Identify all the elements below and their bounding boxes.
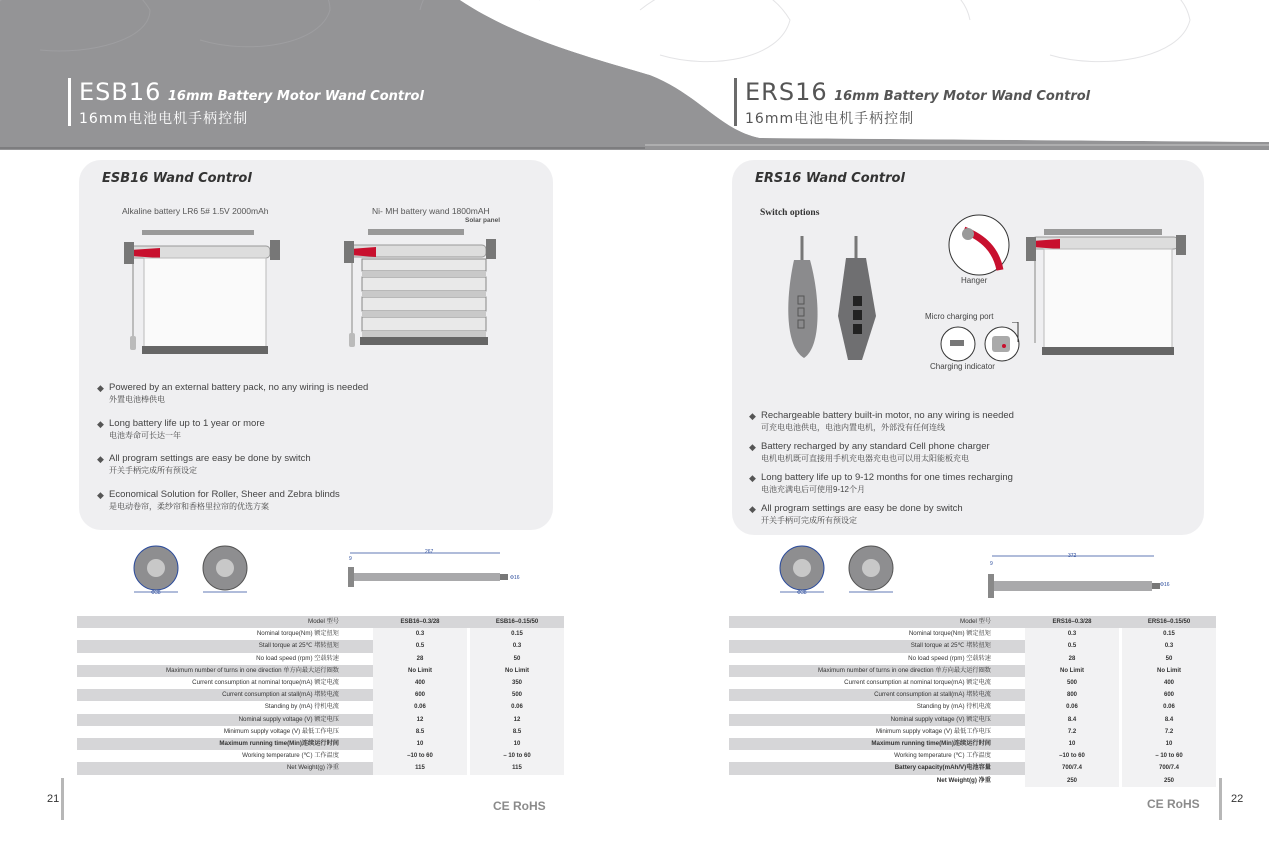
table-row: [729, 628, 1216, 640]
table-cell: 600: [1122, 689, 1216, 701]
table-cell: – 10 to 60: [1122, 750, 1216, 762]
right-bullet-en: Battery recharged by any standard Cell phone charger: [761, 441, 990, 452]
table-cell: 400: [1122, 677, 1216, 689]
table-cell: Maximum number of turns in one direction 单方向最大运行圈数: [729, 665, 1025, 677]
right-page-number: 22: [1231, 793, 1244, 805]
table-cell: 7.2: [1025, 726, 1119, 738]
right-tube-diameter: Φ16: [1160, 582, 1170, 588]
right-model-title: ERS16: [745, 78, 828, 106]
table-cell: Model 型号: [729, 616, 1025, 628]
table-cell: 0.3: [1025, 628, 1119, 640]
table-cell: 8.4: [1122, 714, 1216, 726]
table-cell: –10 to 60: [1025, 750, 1119, 762]
table-cell: 115: [470, 762, 564, 774]
table-cell: – 10 to 60: [470, 750, 564, 762]
table-cell: No Limit: [373, 665, 467, 677]
table-cell: Net Weight(g) 净重: [77, 762, 373, 774]
right-bullet: ◆ All program settings are easy be done by switch 开关手柄可完成所有预设定: [749, 503, 963, 525]
table-cell: No Limit: [1122, 665, 1216, 677]
left-motor-face-drawings: [128, 540, 258, 600]
table-cell: 8.4: [1025, 714, 1119, 726]
table-cell: 28: [1025, 653, 1119, 665]
switch-options-label: Switch options: [760, 208, 820, 218]
right-bullet-en: Rechargeable battery built-in motor, no any wiring is needed: [761, 410, 1014, 421]
table-cell: Minimum supply voltage (V) 最低工作电压: [223, 727, 339, 735]
table-cell: No load speed (rpm) 空载转速: [908, 654, 991, 662]
table-cell: 12: [470, 714, 564, 726]
left-bullet: ◆ All program settings are easy be done by switch 开关手柄完成所有预设定: [97, 453, 311, 475]
solar-panel-caption: Solar panel: [465, 217, 501, 224]
table-cell: 500: [470, 689, 564, 701]
table-row: [77, 628, 564, 640]
switch-handles-illustration: [778, 236, 888, 364]
table-cell: 500: [1025, 677, 1119, 689]
left-panel-title: ESB16 Wand Control: [102, 171, 252, 186]
table-cell: 0.06: [470, 701, 564, 713]
table-cell: ERS16–0.3/28: [1025, 616, 1119, 628]
table-cell: 28: [373, 653, 467, 665]
table-cell: 800: [1025, 689, 1119, 701]
table-cell: Stall torque at 25℃ 堵转扭矩: [77, 640, 373, 652]
table-row: [729, 653, 1216, 665]
table-row: [729, 701, 1216, 713]
table-row: [729, 689, 1216, 701]
table-cell: Nominal supply voltage (V) 额定电压: [77, 714, 373, 726]
table-cell: Net Weight(g) 净重: [936, 776, 991, 784]
left-bullet-cn: 是电动卷帘，柔纱帘和香格里拉帘的优选方案: [109, 502, 269, 511]
left-model-subtitle: 16mm Battery Motor Wand Control: [167, 89, 424, 104]
left-bullet: ◆ Economical Solution for Roller, Sheer and Zebra blinds 是电动卷帘，柔纱帘和香格里拉帘的优选方案: [97, 489, 340, 511]
alkaline-caption: Alkaline battery LR6 5# 1.5V 2000mAh: [122, 206, 269, 216]
table-cell: Standing by (mA) 待机电流: [916, 703, 991, 711]
table-cell: 700/7.4: [1025, 762, 1119, 774]
right-bullet-cn: 可充电电池供电，电池内置电机，外部没有任何连线: [761, 423, 945, 432]
table-cell: 0.5: [373, 640, 467, 652]
table-cell: 115: [373, 762, 467, 774]
table-cell: 0.3: [470, 640, 564, 652]
right-length-dimension: 372: [1068, 553, 1077, 559]
right-bullet-en: All program settings are easy be done by switch: [761, 503, 963, 514]
table-row: [77, 762, 564, 774]
table-cell: No Limit: [1025, 665, 1119, 677]
zebra-blind-illustration: [340, 225, 500, 360]
right-bullet: ◆ Long battery life up to 9-12 months for one times recharging 电池充满电后可使用9-12个月: [749, 472, 1013, 494]
left-bullet-cn: 电池寿命可长达一年: [109, 431, 181, 440]
table-cell: Nominal supply voltage (V) 额定电压: [729, 714, 1025, 726]
table-cell: No Limit: [470, 665, 564, 677]
table-row: [77, 714, 564, 726]
left-bullet-cn: 外置电池棒供电: [109, 395, 165, 404]
left-page-divider: [61, 778, 64, 820]
left-bullet-cn: 开关手柄完成所有预设定: [109, 466, 197, 475]
table-cell: 12: [373, 714, 467, 726]
table-cell: ERS16–0.15/50: [1122, 616, 1216, 628]
table-cell: –10 to 60: [373, 750, 467, 762]
left-bullet-en: Economical Solution for Roller, Sheer and Zebra blinds: [109, 489, 340, 500]
table-cell: 7.2: [1122, 726, 1216, 738]
left-bullet-en: Powered by an external battery pack, no any wiring is needed: [109, 382, 369, 393]
left-model-title: ESB16: [79, 78, 162, 106]
right-page-divider: [1219, 778, 1222, 820]
left-motor-tube-drawing: [340, 545, 530, 595]
table-cell: Current consumption at nominal torque(mA) 额定电流: [192, 679, 339, 687]
right-bullet: ◆ Battery recharged by any standard Cell phone charger 电机电机既可直接用手机充电器充电也可以用太阳能板充电: [749, 441, 990, 463]
table-row: [77, 653, 564, 665]
micro-charging-port-label: Micro charging port: [925, 312, 994, 321]
table-cell: Working temperature (℃) 工作温度: [242, 752, 339, 760]
table-cell: 600: [373, 689, 467, 701]
table-cell: 50: [1122, 653, 1216, 665]
left-spec-table: [77, 616, 564, 775]
table-cell: ESB16–0.15/50: [470, 616, 564, 628]
table-row: [77, 665, 564, 677]
table-cell: 0.3: [1122, 640, 1216, 652]
table-row: [729, 738, 1216, 750]
right-model-subtitle-cn: 16mm电池电机手柄控制: [745, 111, 915, 127]
table-cell: 10: [1025, 738, 1119, 750]
table-row: [729, 665, 1216, 677]
table-row: [729, 726, 1216, 738]
table-row: [77, 726, 564, 738]
table-cell: Nominal torque(Nm) 额定扭矩: [256, 630, 339, 638]
table-cell: Working temperature (℃) 工作温度: [894, 752, 991, 760]
right-motor-tube-drawing: [982, 552, 1172, 602]
right-bullet: ◆ Rechargeable battery built-in motor, no any wiring is needed 可充电电池供电，电池内置电机，外部没有任何连线: [749, 410, 1014, 432]
table-row: [77, 738, 564, 750]
table-cell: Current consumption at stall(mA) 堵转电流: [729, 689, 1025, 701]
right-header: [734, 78, 1090, 126]
table-cell: 10: [1122, 738, 1216, 750]
table-row: [77, 689, 564, 701]
nimh-caption: Ni- MH battery wand 1800mAH: [372, 206, 490, 216]
left-certification-mark: CE RoHS: [493, 799, 546, 813]
table-cell: ESB16–0.3/28: [373, 616, 467, 628]
right-spec-table: [729, 616, 1216, 787]
hanger-illustration: [944, 210, 1014, 280]
table-row: [77, 640, 564, 652]
table-cell: 8.5: [373, 726, 467, 738]
left-tube-diameter: Φ16: [510, 575, 520, 581]
left-offset-dimension: 9: [349, 556, 352, 562]
table-cell: 0.06: [1025, 701, 1119, 713]
left-bullet: ◆ Powered by an external battery pack, no any wiring is needed 外置电池棒供电: [97, 382, 369, 404]
table-cell: Stall torque at 25℃ 堵转扭矩: [729, 640, 1025, 652]
table-cell: 10: [373, 738, 467, 750]
left-bullet-en: Long battery life up to 1 year or more: [109, 418, 265, 429]
left-bullet-en: All program settings are easy be done by switch: [109, 453, 311, 464]
table-cell: 0.5: [1025, 640, 1119, 652]
table-cell: Standing by (mA) 待机电流: [264, 703, 339, 711]
table-row: [729, 750, 1216, 762]
ers16-roller-blind-illustration: [1020, 225, 1190, 360]
table-row: [729, 762, 1216, 774]
table-cell: 350: [470, 677, 564, 689]
table-cell: 0.06: [373, 701, 467, 713]
table-cell: 8.5: [470, 726, 564, 738]
table-cell: Maximum running time(Min)连续运行时间: [729, 738, 1025, 750]
right-face-dimension: Φ38: [797, 590, 807, 596]
table-cell: Current consumption at stall(mA) 堵转电流: [77, 689, 373, 701]
table-cell: 10: [470, 738, 564, 750]
table-cell: 400: [373, 677, 467, 689]
table-row: [77, 750, 564, 762]
table-cell: Maximum number of turns in one direction 单方向最大运行圈数: [77, 665, 373, 677]
table-cell: No load speed (rpm) 空载转速: [256, 654, 339, 662]
hanger-label: Hanger: [961, 276, 988, 285]
table-cell: 50: [470, 653, 564, 665]
charging-port-illustration: [940, 322, 1025, 364]
table-cell: Maximum running time(Min)连续运行时间: [77, 738, 373, 750]
right-certification-mark: CE RoHS: [1147, 797, 1200, 811]
table-header-row: [77, 616, 564, 628]
left-header: [68, 78, 424, 126]
table-cell: 250: [1025, 775, 1119, 787]
left-bullet: ◆ Long battery life up to 1 year or more 电池寿命可长达一年: [97, 418, 265, 440]
table-cell: 250: [1122, 775, 1216, 787]
table-cell: 0.15: [470, 628, 564, 640]
table-cell: Current consumption at nominal torque(mA) 额定电流: [844, 679, 991, 687]
table-cell: Model 型号: [77, 616, 373, 628]
right-model-subtitle: 16mm Battery Motor Wand Control: [834, 89, 1091, 104]
table-row: [729, 640, 1216, 652]
charging-indicator-label: Charging indicator: [930, 362, 995, 371]
table-header-row: [729, 616, 1216, 628]
left-model-subtitle-cn: 16mm电池电机手柄控制: [79, 111, 249, 127]
left-face-dimension: Φ38: [151, 590, 161, 596]
right-bullet-en: Long battery life up to 9-12 months for one times recharging: [761, 472, 1013, 483]
right-motor-face-drawings: [774, 540, 904, 600]
roller-blind-illustration: [120, 228, 290, 363]
table-cell: Battery capacity(mAh/V)电池容量: [729, 762, 1025, 774]
table-row: [729, 775, 1216, 787]
table-cell: Minimum supply voltage (V) 最低工作电压: [875, 727, 991, 735]
right-bullet-cn: 开关手柄可完成所有预设定: [761, 516, 857, 525]
table-cell: 0.06: [1122, 701, 1216, 713]
table-row: [77, 701, 564, 713]
table-cell: 0.3: [373, 628, 467, 640]
table-cell: 700/7.4: [1122, 762, 1216, 774]
table-row: [729, 714, 1216, 726]
table-cell: Nominal torque(Nm) 额定扭矩: [908, 630, 991, 638]
table-cell: 0.15: [1122, 628, 1216, 640]
left-length-dimension: 267: [425, 549, 434, 555]
right-panel-title: ERS16 Wand Control: [755, 171, 905, 186]
left-page-number: 21: [47, 793, 60, 805]
right-bullet-cn: 电池充满电后可使用9-12个月: [761, 485, 866, 494]
right-bullet-cn: 电机电机既可直接用手机充电器充电也可以用太阳能板充电: [761, 454, 969, 463]
right-offset-dimension: 9: [990, 561, 993, 567]
table-row: [77, 677, 564, 689]
table-row: [729, 677, 1216, 689]
